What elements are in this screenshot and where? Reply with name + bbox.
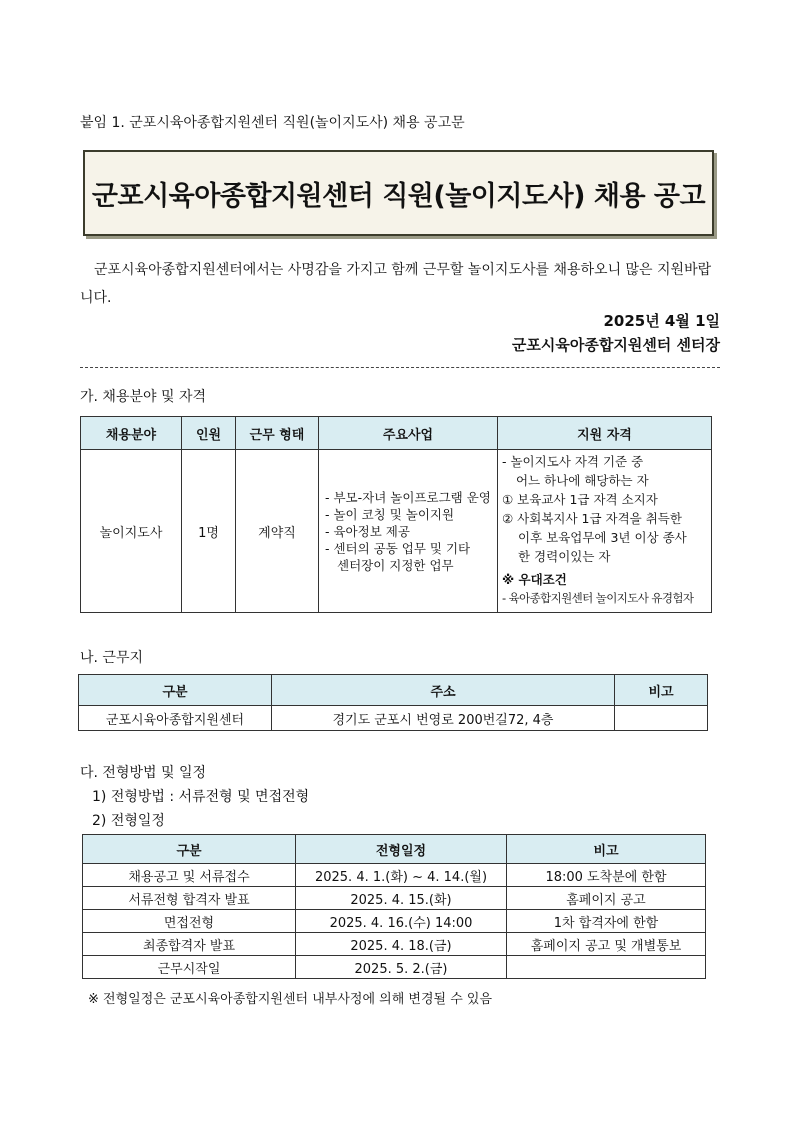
cell: 서류전형 합격자 발표 [83, 887, 296, 910]
qual-item: 어느 하나에 해당하는 자 [516, 473, 649, 488]
table-row [83, 887, 706, 910]
col-header: 전형일정 [296, 835, 507, 864]
duties-cell [319, 450, 498, 613]
table-row [81, 450, 712, 613]
attachment-label: 붙임 1. 군포시육아종합지원센터 직원(놀이지도사) 채용 공고문 [80, 115, 465, 131]
cell [615, 706, 708, 731]
qual-item: 이후 보육업무에 3년 이상 종사 [518, 530, 687, 545]
table-header-row [81, 417, 712, 450]
intro-paragraph: 군포시육아종합지원센터에서는 사명감을 가지고 함께 근무할 놀이지도사를 채용하오니 많은 지원바랍니다. [80, 262, 712, 306]
col-header: 인원 [182, 417, 236, 450]
cell: 2025. 4. 15.(화) [296, 887, 507, 910]
col-header: 구분 [79, 675, 272, 706]
duty-item: - 부모-자녀 놀이프로그램 운영 [325, 489, 491, 505]
page-title: 군포시육아종합지원센터 직원(놀이지도사) 채용 공고 [91, 180, 706, 212]
type-cell: 계약직 [236, 450, 319, 613]
table-header-row [83, 835, 706, 864]
col-header: 비고 [615, 675, 708, 706]
col-header: 비고 [507, 835, 706, 864]
issuing-organization: 군포시육아종합지원센터 센터장 [511, 336, 720, 354]
preference-title: ※ 우대조건 [502, 572, 567, 587]
duty-item: - 센터의 공동 업무 및 기타 [325, 540, 471, 556]
schedule-label: 2) 전형일정 [92, 813, 165, 829]
section-b-heading: 나. 근무지 [80, 650, 143, 666]
cell: 채용공고 및 서류접수 [83, 864, 296, 887]
cell: 면접전형 [83, 910, 296, 933]
qualification-cell [498, 450, 712, 613]
schedule-table [82, 834, 706, 979]
cell: 18:00 도착분에 한함 [507, 864, 706, 887]
cell: 홈페이지 공고 및 개별통보 [507, 933, 706, 956]
cell: 최종합격자 발표 [83, 933, 296, 956]
col-header: 구분 [83, 835, 296, 864]
cell: 홈페이지 공고 [507, 887, 706, 910]
qual-item: - 놀이지도사 자격 기준 중 [502, 454, 644, 469]
col-header: 주소 [272, 675, 615, 706]
table-row [83, 910, 706, 933]
cell [507, 956, 706, 979]
workplace-table [78, 674, 708, 731]
duty-item: 센터장이 지정한 업무 [337, 557, 454, 573]
duty-item: - 육아정보 제공 [325, 523, 410, 539]
section-a-heading: 가. 채용분야 및 자격 [80, 389, 206, 405]
qual-item: ② 사회복지사 1급 자격을 취득한 [502, 511, 682, 526]
qual-item: ① 보육교사 1급 자격 소지자 [502, 492, 658, 507]
table-row [83, 864, 706, 887]
dashed-divider [80, 367, 720, 368]
cell: 2025. 4. 16.(수) 14:00 [296, 910, 507, 933]
cell: 군포시육아종합지원센터 [79, 706, 272, 731]
cell: 2025. 4. 18.(금) [296, 933, 507, 956]
col-header: 지원 자격 [498, 417, 712, 450]
duty-item: - 놀이 코칭 및 놀이지원 [325, 506, 455, 522]
field-cell: 놀이지도사 [81, 450, 182, 613]
schedule-note: ※ 전형일정은 군포시육아종합지원센터 내부사정에 의해 변경될 수 있음 [88, 992, 493, 1007]
table-header-row [79, 675, 708, 706]
qual-item: 한 경력이있는 자 [518, 549, 611, 564]
section-c-heading: 다. 전형방법 및 일정 [80, 765, 206, 781]
selection-method: 1) 전형방법 : 서류전형 및 면접전형 [92, 789, 310, 805]
preference-item: - 육아종합지원센터 놀이지도사 유경험자 [502, 591, 694, 605]
cell: 2025. 4. 1.(화) ~ 4. 14.(월) [296, 864, 507, 887]
cell: 2025. 5. 2.(금) [296, 956, 507, 979]
table-row [83, 933, 706, 956]
cell: 근무시작일 [83, 956, 296, 979]
table-row [79, 706, 708, 731]
col-header: 채용분야 [81, 417, 182, 450]
col-header: 주요사업 [319, 417, 498, 450]
col-header: 근무 형태 [236, 417, 319, 450]
announcement-date: 2025년 4월 1일 [603, 312, 720, 330]
title-box [83, 150, 714, 236]
cell: 경기도 군포시 번영로 200번길72, 4층 [272, 706, 615, 731]
count-cell: 1명 [182, 450, 236, 613]
table-row [83, 956, 706, 979]
cell: 1차 합격자에 한함 [507, 910, 706, 933]
recruitment-table [80, 416, 712, 613]
